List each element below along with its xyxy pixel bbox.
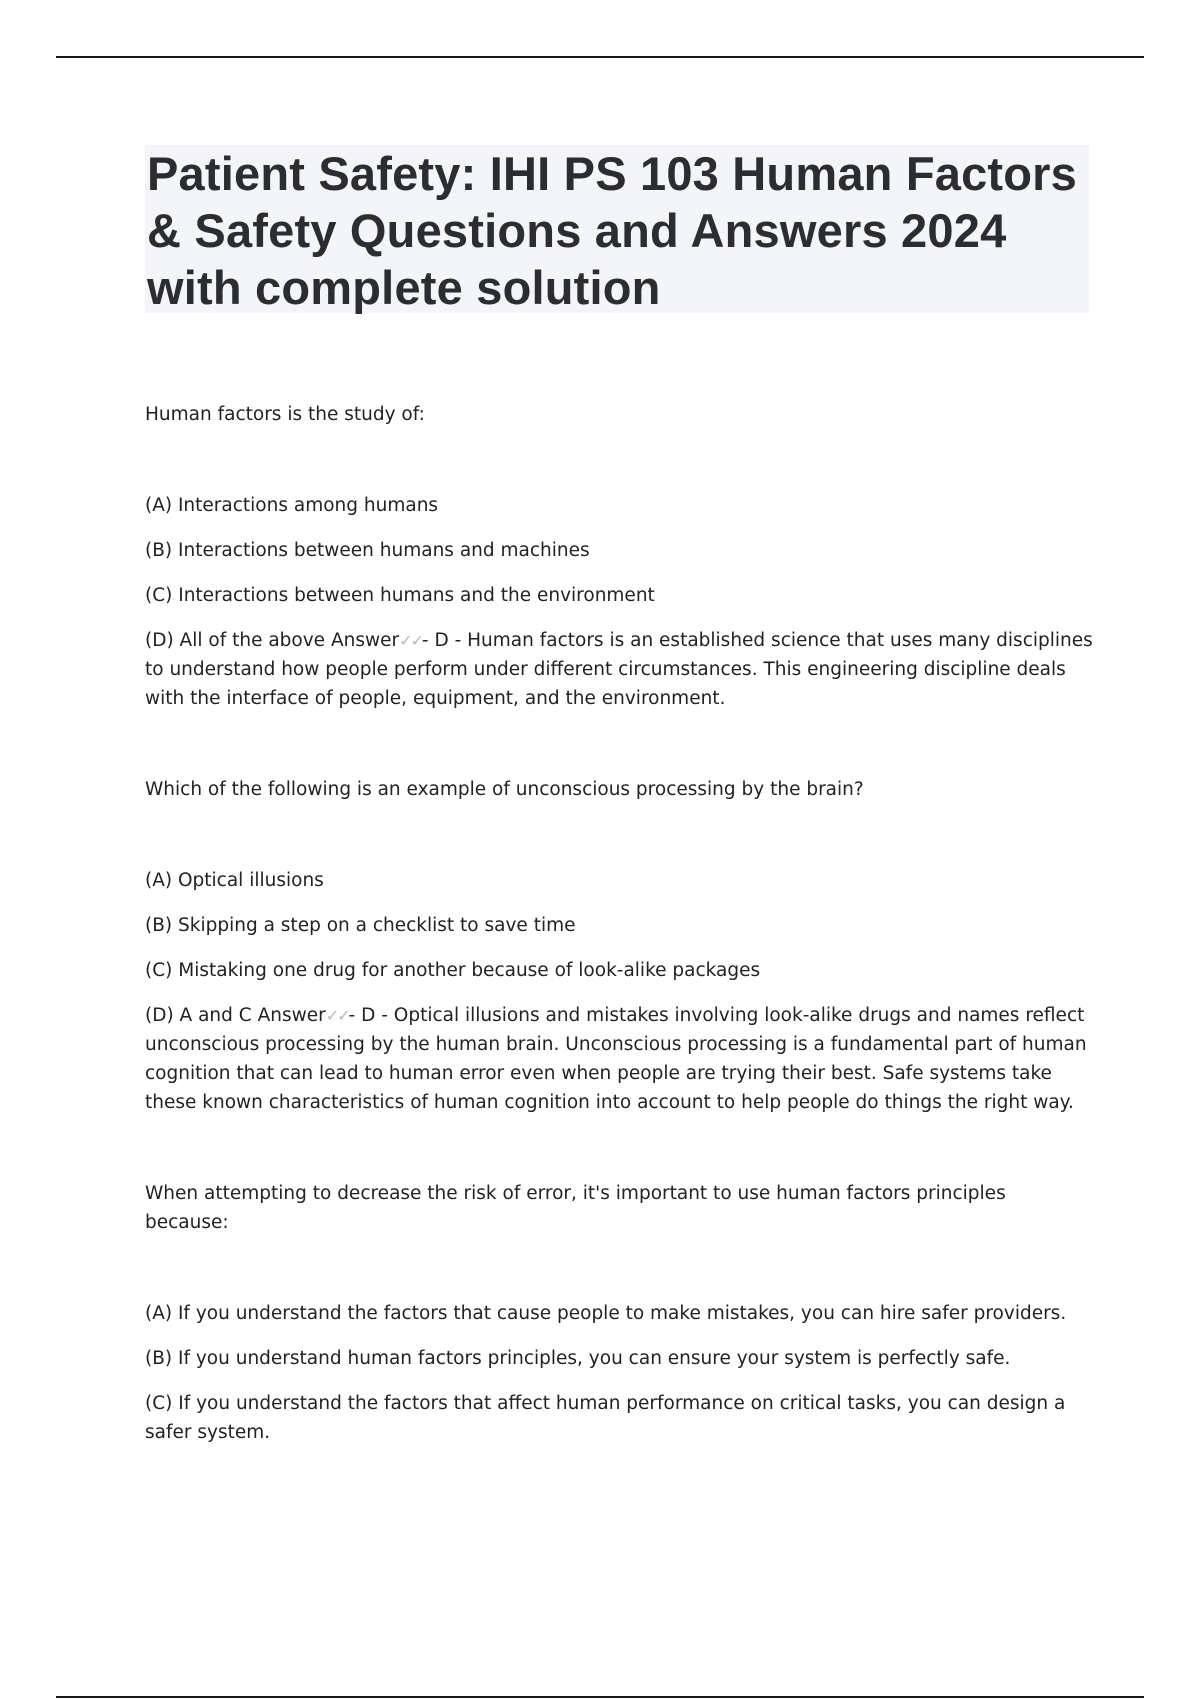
option-c: (C) If you understand the factors that affect human performance on critical tasks, you can design a safer system. — [145, 1393, 1066, 1443]
bottom-rule — [56, 1696, 1144, 1698]
question-block-1 — [145, 400, 1095, 713]
question-text: When attempting to decrease the risk of error, it's important to use human factors principles because: — [145, 1183, 1006, 1233]
option-a: (A) If you understand the factors that cause people to make mistakes, you can hire safer providers. — [145, 1303, 1067, 1324]
option-b: (B) Interactions between humans and machines — [145, 540, 590, 561]
option-b: (B) If you understand human factors principles, you can ensure your system is perfectly safe. — [145, 1348, 1011, 1369]
answer-paragraph — [145, 626, 1095, 713]
option-d: (D) All of the above Answer — [145, 630, 400, 651]
option-d: (D) A and C Answer — [145, 1005, 326, 1026]
option-c: (C) Mistaking one drug for another because of look-alike packages — [145, 960, 761, 981]
option-a: (A) Optical illusions — [145, 870, 324, 891]
document-title: Patient Safety: IHI PS 103 Human Factors & Safety Questions and Answers 2024 with complete solution — [147, 147, 1078, 314]
answer-paragraph — [145, 1001, 1095, 1117]
checkmark-icon: ✓✓ — [399, 631, 422, 650]
option-b: (B) Skipping a step on a checklist to save time — [145, 915, 576, 936]
answer-explanation: - D - Optical illusions and mistakes involving look-alike drugs and names reflect unconscious processing by the human brain. Unconscious processing is a fundamental part of human cognition that can lead to human error even when people are trying their best. Safe systems take these known characteristics of human cognition into account to help people do things the right way. — [145, 1005, 1087, 1113]
top-rule — [56, 56, 1144, 58]
option-c: (C) Interactions between humans and the environment — [145, 585, 655, 606]
checkmark-icon: ✓✓ — [325, 1006, 349, 1025]
document-body — [145, 400, 1095, 1463]
question-text: Human factors is the study of: — [145, 404, 425, 425]
question-block-3 — [145, 1179, 1095, 1447]
question-block-2 — [145, 775, 1095, 1117]
question-text: Which of the following is an example of unconscious processing by the brain? — [145, 779, 864, 800]
answer-explanation: - D - Human factors is an established science that uses many disciplines to understand how people perform under different circumstances. This engineering discipline deals with the interface of people, equipment, and the environment. — [145, 630, 1093, 709]
title-banner — [145, 145, 1089, 313]
option-a: (A) Interactions among humans — [145, 495, 439, 516]
